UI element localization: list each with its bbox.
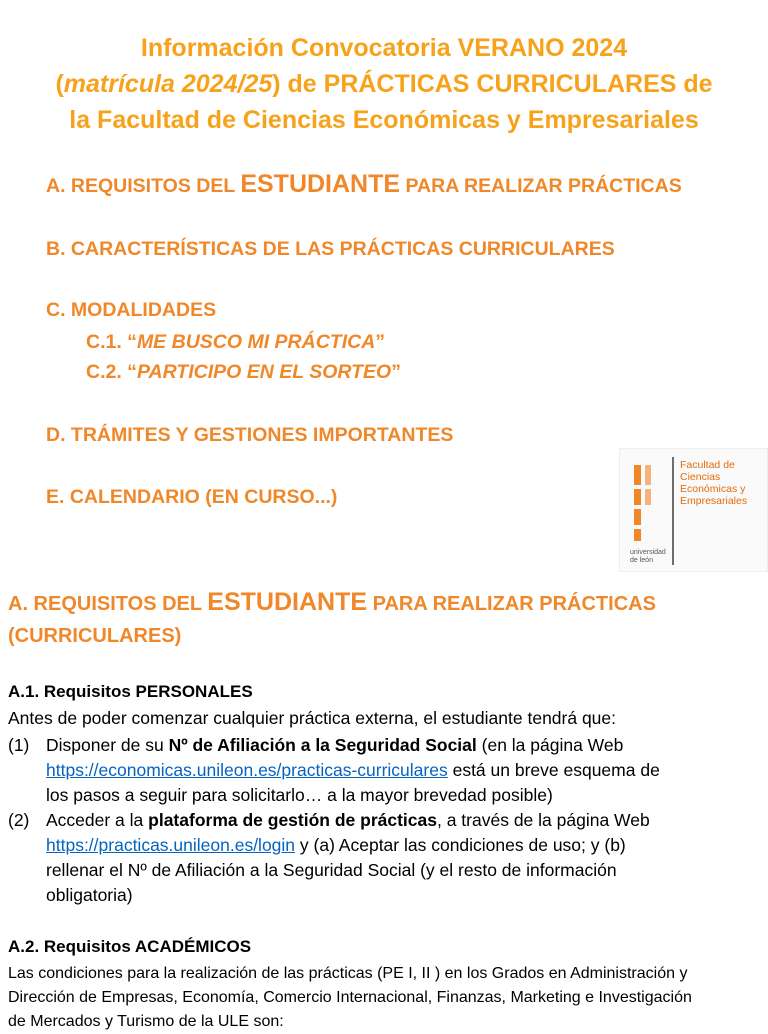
logo-uni-2: de león [630, 557, 653, 564]
logo-bar [634, 529, 641, 541]
toc-item-c: C. MODALIDADES [46, 299, 217, 321]
item2-after: y (a) Aceptar las condiciones de uso; y (b) [295, 835, 626, 855]
toc-item-c2 [86, 361, 401, 384]
toc-a-big: ESTUDIANTE [240, 170, 401, 198]
title-line-1: Información Convocatoria VERANO 2024 [140, 34, 628, 62]
a2-heading: A.2. Requisitos ACADÉMICOS [8, 937, 252, 956]
section-a-heading [8, 586, 748, 652]
section-a-line-1 [8, 586, 748, 620]
title-italic: matrícula 2024/25 [63, 70, 273, 98]
item2-bold: plataforma de gestión de prácticas [148, 810, 437, 830]
logo-separator [672, 457, 674, 565]
logo-bar [645, 489, 651, 505]
section-a-suffix: PARA REALIZAR PRÁCTICAS [367, 593, 656, 615]
logo-line-4: Empresariales [680, 495, 748, 507]
title-rest: ) de PRÁCTICAS CURRICULARES de [272, 70, 713, 98]
list-number: (2) [8, 810, 30, 830]
toc-item-c1 [86, 331, 385, 354]
toc-a-prefix: A. REQUISITOS DEL [46, 175, 241, 197]
section-a-prefix: A. REQUISITOS DEL [8, 593, 208, 615]
logo-uni-1: universidad [630, 549, 666, 556]
toc-item-a [46, 170, 682, 199]
item1-last: los pasos a seguir para solicitarlo… a la mayor brevedad posible) [46, 785, 553, 805]
list-item-text [46, 733, 766, 808]
toc-a-suffix: PARA REALIZAR PRÁCTICAS [400, 175, 682, 197]
item1-after: está un breve esquema de [447, 760, 660, 780]
toc-c2-italic: PARTICIPO EN EL SORTEO [136, 361, 392, 383]
list-item-text [46, 808, 766, 908]
list-item [8, 808, 768, 908]
item2-line-3: rellenar el Nº de Afiliación a la Seguridad Social (y el resto de información [46, 860, 617, 880]
a2-text [8, 962, 764, 1034]
item2-line-4: obligatoria) [46, 885, 133, 905]
list-item [8, 733, 768, 808]
title-line-2 [40, 66, 728, 102]
toc-c2-prefix: C.2. “ [86, 361, 137, 383]
section-a-big: ESTUDIANTE [207, 588, 368, 616]
toc-item-e: E. CALENDARIO (EN CURSO...) [46, 486, 338, 508]
faculty-logo [619, 448, 768, 572]
toc-item-d: D. TRÁMITES Y GESTIONES IMPORTANTES [46, 424, 454, 446]
section-a-line-2: (CURRICULARES) [8, 625, 182, 647]
logo-bar [634, 489, 641, 505]
item2-mid: , a través de la página Web [436, 810, 650, 830]
item1-pre: Disponer de su [46, 735, 169, 755]
toc-c2-suffix: ” [391, 361, 401, 383]
logo-line-3: Económicas y [680, 483, 746, 495]
economicas-link[interactable]: https://economicas.unileon.es/practicas-curriculares [46, 760, 448, 780]
a2-line-3: de Mercados y Turismo de la ULE son: [8, 1013, 284, 1030]
logo-bar [634, 509, 641, 525]
toc-c1-italic: ME BUSCO MI PRÁCTICA [136, 331, 376, 353]
title-paren: ( [55, 70, 64, 98]
toc-item-b: B. CARACTERÍSTICAS DE LAS PRÁCTICAS CURRICULARES [46, 238, 615, 260]
item2-pre: Acceder a la [46, 810, 149, 830]
logo-text [680, 459, 747, 507]
logo-university [630, 549, 666, 565]
title-line-3: la Facultad de Ciencias Económicas y Empresariales [69, 106, 699, 134]
toc-c1-prefix: C.1. “ [86, 331, 137, 353]
list-number: (1) [8, 735, 30, 755]
a2-line-2: Dirección de Empresas, Economía, Comercio Internacional, Finanzas, Marketing e Investigación [8, 989, 692, 1006]
a1-heading: A.1. Requisitos PERSONALES [8, 682, 253, 701]
logo-bar [645, 465, 651, 485]
a2-line-1: Las condiciones para la realización de las prácticas (PE I, II ) en los Grados en Administración y [8, 965, 688, 982]
toc-c1-suffix: ” [375, 331, 386, 353]
item1-mid: (en la página Web [476, 735, 624, 755]
practicas-login-link[interactable]: https://practicas.unileon.es/login [46, 835, 296, 855]
item1-bold: Nº de Afiliación a la Seguridad Social [168, 735, 477, 755]
a1-intro: Antes de poder comenzar cualquier práctica externa, el estudiante tendrá que: [8, 708, 617, 728]
document-title [40, 30, 728, 138]
logo-line-1: Facultad de [680, 459, 735, 471]
logo-bar [634, 465, 641, 485]
logo-line-2: Ciencias [680, 471, 721, 483]
